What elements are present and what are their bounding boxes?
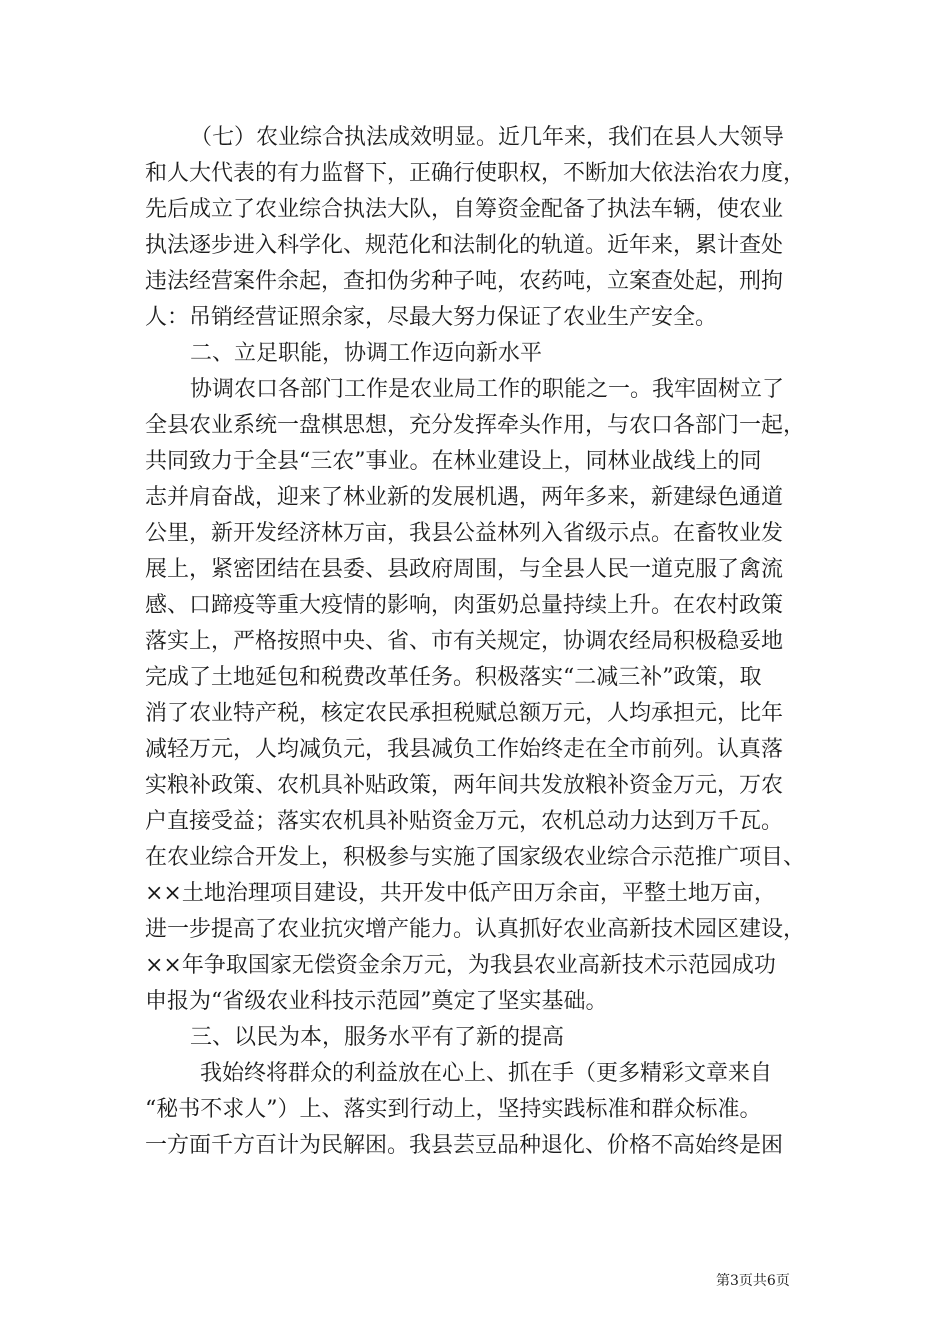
paragraph-line: “秘书不求人”）上、落实到行动上，坚持实践标准和群众标准。 bbox=[145, 1097, 762, 1122]
paragraph-line: （七）农业综合执法成效明显。近几年来，我们在县人大领导 bbox=[190, 125, 785, 150]
paragraph-line: 落实上，严格按照中央、省、市有关规定，协调农经局积极稳妥地 bbox=[145, 629, 784, 654]
section-heading: 二、立足职能，协调工作迈向新水平 bbox=[190, 341, 543, 366]
paragraph-line: 先后成立了农业综合执法大队，自筹资金配备了执法车辆，使农业 bbox=[145, 197, 784, 222]
paragraph-line: 实粮补政策、农机具补贴政策，两年间共发放粮补资金万元，万农 bbox=[145, 773, 784, 798]
paragraph-line: 展上，紧密团结在县委、县政府周围，与全县人民一道克服了禽流 bbox=[145, 557, 784, 582]
paragraph-line: 共同致力于全县“三农”事业。在林业建设上，同林业战线上的同 bbox=[145, 449, 762, 474]
paragraph-line: 消了农业特产税，核定农民承担税赋总额万元，人均承担元，比年 bbox=[145, 701, 784, 726]
paragraph-line: 公里，新开发经济林万亩，我县公益林列入省级示点。在畜牧业发 bbox=[145, 521, 784, 546]
section-heading: 三、以民为本，服务水平有了新的提高 bbox=[190, 1025, 565, 1050]
paragraph-line: 人：吊销经营证照余家，尽最大努力保证了农业生产安全。 bbox=[145, 305, 718, 330]
paragraph-line: 进一步提高了农业抗灾增产能力。认真抓好农业高新技术园区建设， bbox=[145, 917, 806, 942]
paragraph-line: 违法经营案件余起，查扣伪劣种子吨，农药吨，立案查处起，刑拘 bbox=[145, 269, 784, 294]
paragraph-line: 全县农业系统一盘棋思想，充分发挥牵头作用，与农口各部门一起， bbox=[145, 413, 806, 438]
paragraph-line: 完成了土地延包和税费改革任务。积极落实“二减三补”政策，取 bbox=[145, 665, 762, 690]
paragraph-line: 和人大代表的有力监督下，正确行使职权，不断加大依法治农力度， bbox=[145, 161, 806, 186]
paragraph-line: 一方面千方百计为民解困。我县芸豆品种退化、价格不高始终是困 bbox=[145, 1133, 784, 1158]
paragraph-line: 申报为“省级农业科技示范园”奠定了坚实基础。 bbox=[145, 989, 608, 1014]
paragraph-line: 协调农口各部门工作是农业局工作的职能之一。我牢固树立了 bbox=[190, 377, 785, 402]
paragraph-line: ××年争取国家无偿资金余万元，为我县农业高新技术示范园成功 bbox=[145, 953, 776, 978]
paragraph-line: 减轻万元，人均减负元，我县减负工作始终走在全市前列。认真落 bbox=[145, 737, 784, 762]
paragraph-line: 志并肩奋战，迎来了林业新的发展机遇，两年多来，新建绿色通道 bbox=[145, 485, 784, 510]
paragraph-line: 户直接受益；落实农机具补贴资金万元，农机总动力达到万千瓦。 bbox=[145, 809, 784, 834]
paragraph-line: 感、口蹄疫等重大疫情的影响，肉蛋奶总量持续上升。在农村政策 bbox=[145, 593, 784, 618]
paragraph-line: 执法逐步进入科学化、规范化和法制化的轨道。近年来，累计查处 bbox=[145, 233, 784, 258]
paragraph-line: 在农业综合开发上，积极参与实施了国家级农业综合示范推广项目、 bbox=[145, 845, 806, 870]
paragraph-line: ××土地治理项目建设，共开发中低产田万余亩，平整土地万亩， bbox=[145, 881, 776, 906]
paragraph-line: 我始终将群众的利益放在心上、抓在手（更多精彩文章来自 bbox=[200, 1061, 773, 1086]
page-number-footer: 第3页共6页 bbox=[716, 1273, 790, 1289]
